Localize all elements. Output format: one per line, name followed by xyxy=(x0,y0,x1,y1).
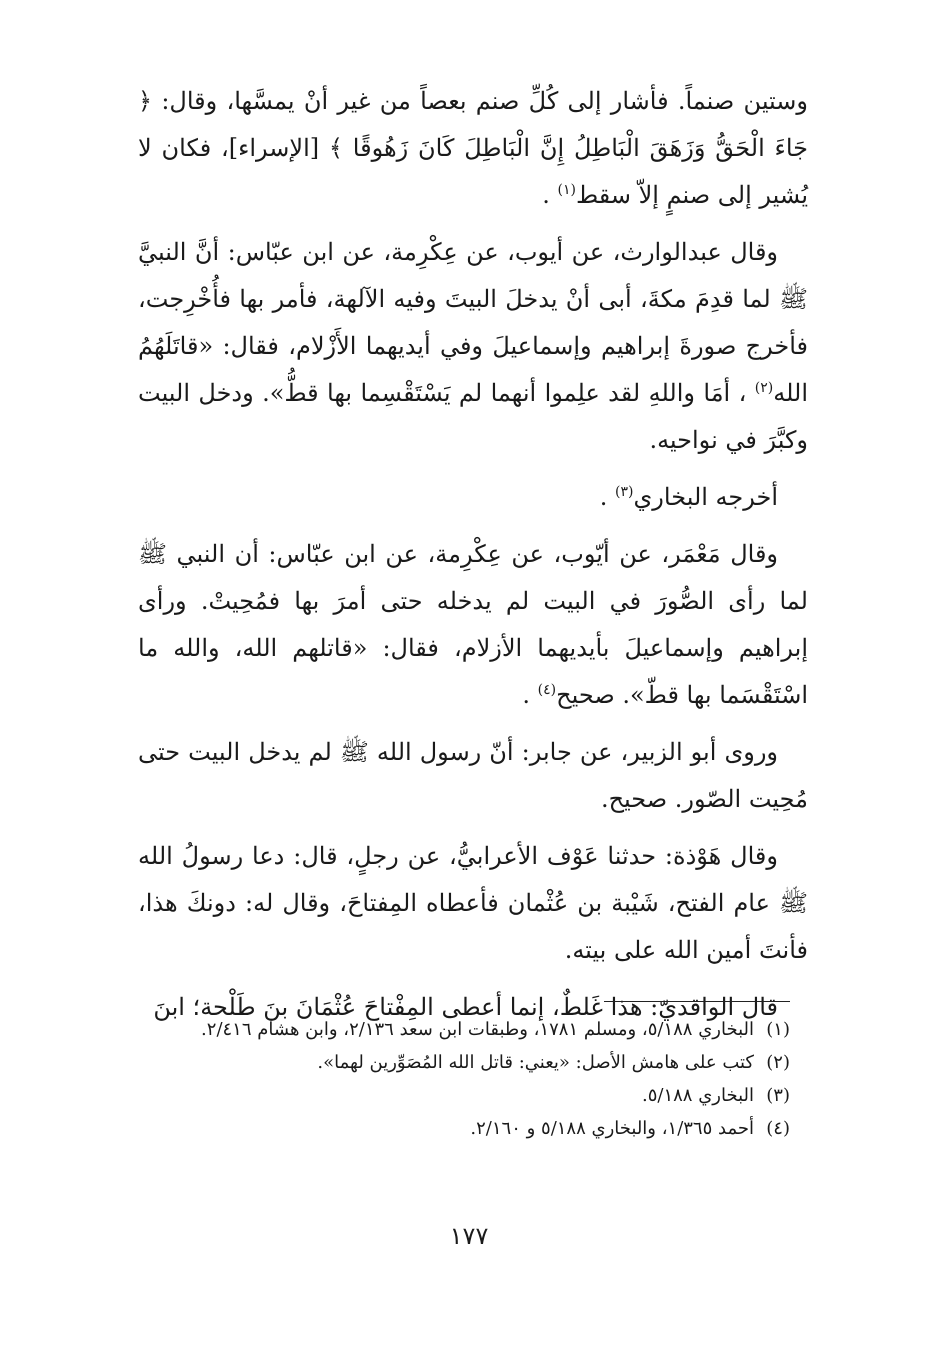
footnote xyxy=(138,1013,790,1046)
footnote xyxy=(138,1046,790,1079)
paragraph-text: وقال مَعْمَر، عن أيّوب، عن عِكْرِمة، عن ابن عبّاس: أن النبي ﷺ لما رأى الصُّورَ في البيت لم يدخله حتى أمرَ بها فمُحِيتْ. ورأى إبراهيم وإسماعيلَ بأيديهما الأزلام، فقال: «قاتلهم الله، والله ما اسْتَقْسَما بها قطّ». صحيح xyxy=(138,540,808,709)
footnote-number: (٢) xyxy=(766,1052,790,1073)
paragraph-text: . xyxy=(522,681,538,709)
main-text xyxy=(138,78,808,1041)
footnote-ref[interactable]: (٣) xyxy=(615,484,634,500)
footnote-number: (٤) xyxy=(766,1118,790,1139)
footnote-text: كتب على هامش الأصل: «يعني: قاتل الله المُصَوِّرين لهما». xyxy=(317,1052,754,1073)
footnote-ref[interactable]: (٤) xyxy=(537,682,557,698)
paragraph xyxy=(138,833,808,974)
footnote-text: البخاري ٥/١٨٨. xyxy=(641,1085,754,1106)
footnote-text: أحمد ١/٣٦٥، والبخاري ٥/١٨٨ و ٢/١٦٠. xyxy=(470,1118,754,1139)
footnote-number: (٣) xyxy=(766,1085,790,1106)
paragraph xyxy=(138,78,808,219)
paragraph-text: قال الواقديّ: هذا غَلطٌ، إنما أعطى المِفْتاحَ عُثْمَانَ بنَ طَلْحة؛ ابنَ xyxy=(153,993,778,1021)
footnote-ref[interactable]: (١) xyxy=(557,182,576,198)
paragraph-text: أخرجه البخاري xyxy=(633,483,778,511)
paragraph-text: . xyxy=(542,181,558,209)
paragraph-text: ، أمَا واللهِ لقد علِموا أنهما لم يَسْتَقْسِما بها قطُّ». ودخل البيت وكبَّرَ في نواحيه. xyxy=(138,379,808,454)
paragraph-text: وقال هَوْذة: حدثنا عَوْف الأعرابيُّ، عن رجلٍ، قال: دعا رسولُ الله ﷺ عام الفتح، شَيْبة بن عُثْمان فأعطاه المِفتاحَ، وقال له: دونكَ هذا، فأنتَ أمين الله على بيته. xyxy=(138,842,808,964)
footnote-ref[interactable]: (٢) xyxy=(754,380,774,396)
page-number: ١٧٧ xyxy=(449,1222,489,1250)
paragraph-text: وستين صنماً. فأشار إلى كُلِّ صنم بعصاً من غير أنْ يمسَّها، وقال: ﴿ جَاءَ الْحَقُّ وَزَهَقَ الْبَاطِلُ إِنَّ الْبَاطِلَ كَانَ زَهُوقًا ﴾ [الإسراء]، فكان لا يُشير إلى صنمٍ إلاّ سقط xyxy=(138,87,808,209)
paragraph xyxy=(138,229,808,464)
paragraph-text: وقال عبدالوارث، عن أيوب، عن عِكْرِمة، عن ابن عبّاس: أنَّ النبيَّ ﷺ لما قدِمَ مكةَ، أبى أنْ يدخلَ البيتَ وفيه الآلهة، فأمر بها فأُخْرِجت، فأخرج صورةَ إبراهيم وإسماعيلَ وفي أيديهما الأَزْلام، فقال: «قاتَلَهُمُ الله xyxy=(138,238,808,407)
footnotes xyxy=(138,1013,790,1145)
footnote-text: البخاري ٥/١٨٨، ومسلم ١٧٨١، وطبقات ابن سعد ٢/١٣٦، وابن هشام ٢/٤١٦. xyxy=(201,1019,754,1040)
footnote xyxy=(138,1112,790,1145)
paragraph xyxy=(138,531,808,719)
footnote xyxy=(138,1079,790,1112)
paragraph-text: وروى أبو الزبير، عن جابر: أنّ رسول الله ﷺ لم يدخل البيت حتى مُحِيت الصّور. صحيح. xyxy=(138,738,808,813)
footnote-number: (١) xyxy=(766,1019,790,1040)
paragraph-text: . xyxy=(599,483,616,511)
paragraph xyxy=(138,729,808,823)
footnote-separator xyxy=(604,1001,790,1002)
paragraph xyxy=(138,474,808,521)
